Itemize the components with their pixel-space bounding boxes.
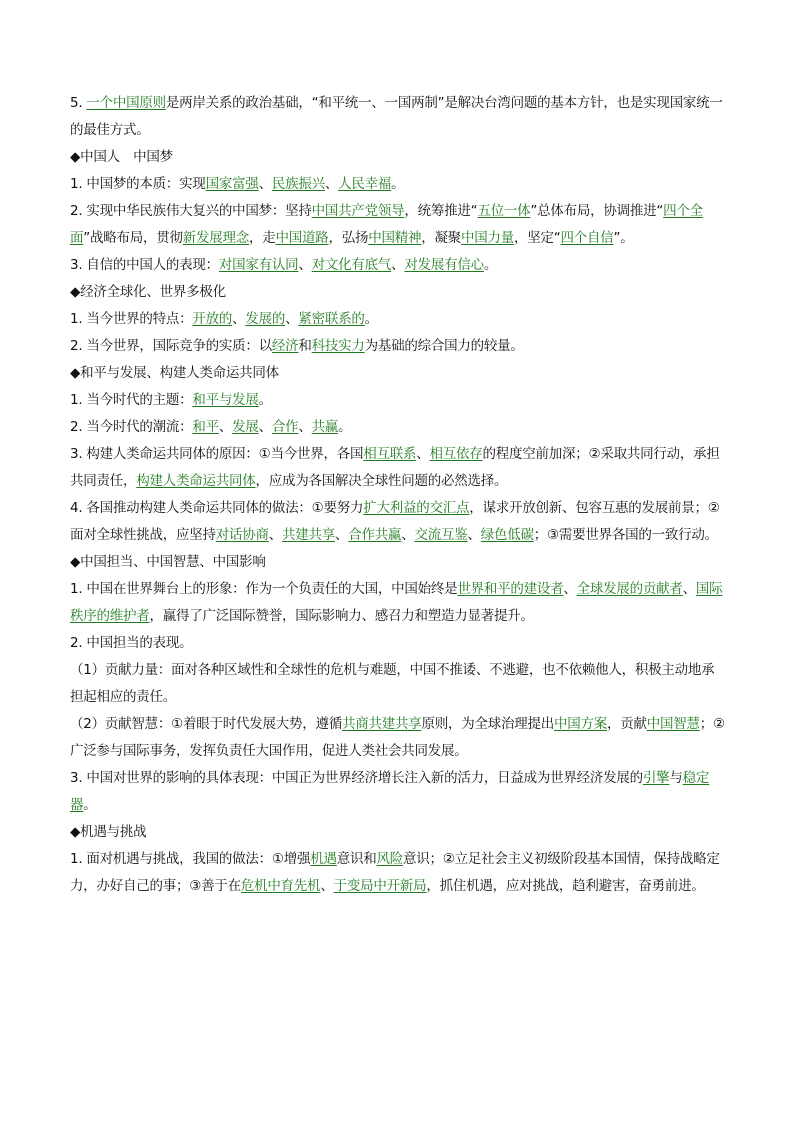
key-term: 于变局中开新局 <box>333 878 427 894</box>
key-term: 稳定器 <box>70 770 710 813</box>
text-run: 、 <box>232 311 246 327</box>
text-run: 原则，为全球治理提出 <box>421 716 554 732</box>
text-run: ，应成为各国解决全球性问题的必然选择。 <box>255 473 508 489</box>
key-term: 国际秩序的维护者 <box>70 581 723 624</box>
text-run: ；③需要世界各国的一致行动。 <box>533 527 718 543</box>
text-run: 1. 当今世界的特点： <box>70 311 193 327</box>
key-term: 共建共享 <box>282 527 335 543</box>
text-run: 、 <box>467 527 481 543</box>
text-run: 的程度空前加深；②采取共同行动，承担共同责任， <box>70 446 720 489</box>
key-term: 世界和平的建设者 <box>457 581 564 597</box>
key-term: 四个全面 <box>70 203 703 246</box>
key-term: 机遇 <box>310 851 337 867</box>
key-term: 对发展有信心 <box>404 257 484 273</box>
key-term: 对国家有认同 <box>218 257 299 273</box>
text-run: （2）贡献智慧：①着眼于时代发展大势，遵循 <box>70 716 342 732</box>
text-run: 3. 自信的中国人的表现： <box>70 257 219 273</box>
text-run: ，统筹推进“ <box>404 203 478 219</box>
text-run: 。 <box>258 392 272 408</box>
text-run: ”。 <box>613 230 634 246</box>
text-run: 、 <box>682 581 696 597</box>
text-run: ”总体布局，协调推进“ <box>530 203 664 219</box>
text-run: 、 <box>268 527 282 543</box>
key-term: 经济 <box>271 338 299 354</box>
key-term: 构建人类命运共同体 <box>136 473 256 489</box>
text-run: 。 <box>483 257 498 273</box>
key-term: 交流互鉴 <box>414 527 468 543</box>
key-term: 中国力量 <box>461 230 514 246</box>
key-term: 开放的 <box>192 311 233 327</box>
text-run: 1. 面对机遇与挑战，我国的做法：①增强 <box>70 851 311 867</box>
key-term: 对话协商 <box>215 527 269 543</box>
key-term: 对文化有底气 <box>311 257 392 273</box>
text-run: ◆机遇与挑战 <box>70 824 147 840</box>
key-term: 合作 <box>271 419 299 435</box>
text-run: 。 <box>364 311 378 327</box>
key-term: 绿色低碳 <box>480 527 534 543</box>
document-page <box>70 90 725 900</box>
paragraph <box>70 846 725 900</box>
key-term: 中国共产党领导 <box>311 203 405 219</box>
text-run: ，走 <box>249 230 276 246</box>
text-run: ”战略布局，贯彻 <box>83 230 183 246</box>
text-run: 、 <box>324 176 339 192</box>
text-run: 、 <box>285 311 299 327</box>
text-run: 、 <box>563 581 577 597</box>
text-run: 1. 中国梦的本质：实现 <box>70 176 206 192</box>
key-term: 中国道路 <box>275 230 329 246</box>
text-run: ◆中国担当、中国智慧、中国影响 <box>70 554 266 570</box>
text-run: （1）贡献力量：面对各种区域性和全球性的危机与难题，中国不推诿、不逃避，也不依赖他人，积极主动地承担起相应的责任。 <box>70 662 715 705</box>
text-run: ，凝聚 <box>421 230 461 246</box>
text-run: 、 <box>298 419 312 435</box>
text-run: 与 <box>669 770 683 786</box>
paragraph <box>70 765 725 819</box>
paragraph <box>70 306 725 333</box>
key-term: 引擎 <box>642 770 670 786</box>
key-term: 发展的 <box>245 311 286 327</box>
section-heading <box>70 549 725 576</box>
text-run: ，坚定“ <box>514 230 561 246</box>
text-run: ，贡献 <box>606 716 647 732</box>
paragraph <box>70 414 725 441</box>
key-term: 全球发展的贡献者 <box>576 581 683 597</box>
key-term: 相互依存 <box>429 446 483 462</box>
key-term: 中国智慧 <box>646 716 700 732</box>
text-run: 是两岸关系的政治基础，“和平统一、一国两制”是解决台湾问题的基本方针，也是实现国家统一的最佳方式。 <box>70 95 723 138</box>
paragraph <box>70 171 725 198</box>
key-term: 和平 <box>192 419 219 435</box>
key-term: 紧密联系的 <box>298 311 365 327</box>
text-run: 为基础的综合国力的较量。 <box>364 338 524 354</box>
paragraph <box>70 630 725 657</box>
text-run: 、 <box>258 176 272 192</box>
text-run: 、 <box>416 446 430 462</box>
text-run: 、 <box>258 419 272 435</box>
paragraph <box>70 657 725 711</box>
text-run: 、 <box>298 257 312 273</box>
text-run: 意识和 <box>336 851 377 867</box>
paragraph <box>70 495 725 549</box>
key-term: 国家富强 <box>205 176 259 192</box>
paragraph <box>70 576 725 630</box>
key-term: 危机中育先机 <box>240 878 321 894</box>
text-run: 1. 当今时代的主题： <box>70 392 193 408</box>
key-term: 科技实力 <box>311 338 365 354</box>
key-term: 五位一体 <box>477 203 531 219</box>
key-term: 扩大利益的交汇点 <box>363 500 470 516</box>
key-term: 共商共建共享 <box>341 716 422 732</box>
text-run: 、 <box>335 527 349 543</box>
text-run: 2. 当今世界，国际竞争的实质：以 <box>70 338 272 354</box>
paragraph <box>70 198 725 252</box>
key-term: 新发展理念 <box>182 230 249 246</box>
text-run: 2. 当今时代的潮流： <box>70 419 193 435</box>
text-run: ，谋求开放创新、包容互惠的发展前景；②面对全球性挑战，应坚持 <box>70 500 720 543</box>
text-run: 2. 实现中华民族伟大复兴的中国梦：坚持 <box>70 203 312 219</box>
paragraph <box>70 441 725 495</box>
text-run: ◆经济全球化、世界多极化 <box>70 284 226 300</box>
text-run: ，赢得了广泛国际赞誉，国际影响力、感召力和塑造力显著提升。 <box>149 608 534 624</box>
paragraph <box>70 711 725 765</box>
text-run: ，抓住机遇，应对挑战，趋利避害，奋勇前进。 <box>426 878 705 894</box>
text-run: 5. <box>70 95 87 111</box>
key-term: 人民幸福 <box>338 176 392 192</box>
key-term: 中国方案 <box>553 716 607 732</box>
key-term: 发展 <box>232 419 259 435</box>
text-run: 。 <box>338 419 352 435</box>
key-term: 四个自信 <box>560 230 614 246</box>
text-run: 、 <box>320 878 334 894</box>
key-term: 一个中国原则 <box>86 95 166 111</box>
text-run: 、 <box>391 257 405 273</box>
section-heading <box>70 144 725 171</box>
text-run: 、 <box>218 419 233 435</box>
text-run: 。 <box>83 797 97 813</box>
key-term: 风险 <box>376 851 404 867</box>
section-heading <box>70 819 725 846</box>
text-run: 1. 中国在世界舞台上的形象：作为一个负责任的大国，中国始终是 <box>70 581 458 597</box>
paragraph <box>70 387 725 414</box>
key-term: 中国精神 <box>368 230 422 246</box>
section-heading <box>70 360 725 387</box>
text-run: ；②广泛参与国际事务，发挥负责任大国作用，促进人类社会共同发展。 <box>70 716 725 759</box>
text-run: 3. 构建人类命运共同体的原因：①当今世界，各国 <box>70 446 364 462</box>
key-term: 相互联系 <box>363 446 417 462</box>
text-run: 意识；②立足社会主义初级阶段基本国情，保持战略定力，办好自己的事；③善于在 <box>70 851 720 894</box>
section-heading <box>70 279 725 306</box>
key-term: 合作共赢 <box>348 527 402 543</box>
text-run: ，弘扬 <box>328 230 369 246</box>
paragraph <box>70 252 725 279</box>
paragraph <box>70 333 725 360</box>
key-term: 民族振兴 <box>271 176 325 192</box>
text-run: 、 <box>401 527 415 543</box>
text-run: ◆中国人 中国梦 <box>70 149 173 165</box>
text-run: 4. 各国推动构建人类命运共同体的做法：①要努力 <box>70 500 364 516</box>
text-run: ◆和平与发展、构建人类命运共同体 <box>70 365 279 381</box>
key-term: 和平与发展 <box>192 392 259 408</box>
text-run: 2. 中国担当的表现。 <box>70 635 193 651</box>
text-run: 3. 中国对世界的影响的具体表现：中国正为世界经济增长注入新的活力，日益成为世界经济发展的 <box>70 770 643 786</box>
paragraph <box>70 90 725 144</box>
text-run: 和 <box>298 338 312 354</box>
key-term: 共赢 <box>311 419 339 435</box>
text-run: 。 <box>391 176 405 192</box>
